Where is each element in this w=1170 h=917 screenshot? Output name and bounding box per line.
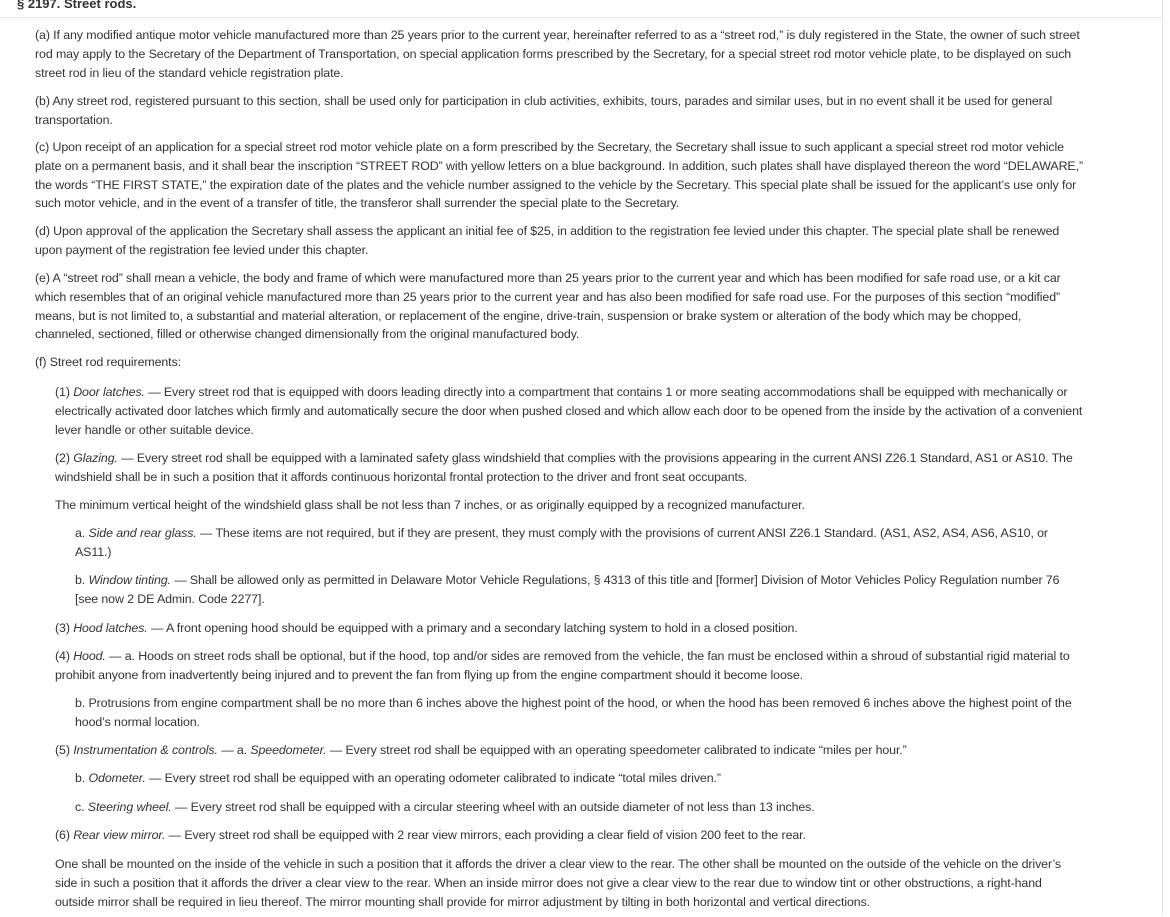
requirement-hood: [55, 647, 1070, 685]
item-number: a.: [75, 526, 89, 540]
paragraph-b: [35, 92, 1052, 130]
requirement-rear-view-mirror: [55, 826, 806, 845]
item-heading: Steering wheel.: [87, 800, 172, 814]
hood-protrusions: [75, 694, 1072, 732]
item-text: — Every street rod that is equipped with doors leading directly into a compartment that contains 1 or more seating accommodations shall be equipped with mechanically or: [144, 385, 1068, 399]
paragraph-line: means, but is not limited to, a substantial and material alteration, or replacement of the engine, drive-train, suspension or brake system or alteration of the body which may be chopped,: [35, 308, 1022, 323]
paragraph-line: (d) Upon approval of the application the Secretary shall assess the applicant an initial fee of $25, in addition to the registration fee levied under this chapter. The special plate shall be renewed: [35, 224, 1060, 238]
paragraph-f: [35, 353, 181, 372]
paragraph-line: side in such a position that it affords the driver a clear view to the rear. When an inside mirror does not give a clear view to the rear due to window tint or other obstructions, a right-hand: [55, 875, 1042, 890]
paragraph-a: [35, 26, 1080, 82]
item-number: (4): [55, 649, 74, 663]
paragraph-line: windshield shall be in such a position that it affords continuous horizontal frontal protection to the driver and front seat occupants.: [55, 469, 748, 484]
paragraph-line: [75, 769, 721, 788]
item-heading: Door latches.: [73, 385, 145, 399]
item-heading: Hood.: [73, 649, 106, 663]
paragraph-e: [35, 269, 1061, 344]
item-subheading: Speedometer.: [250, 743, 327, 757]
paragraph-line: plate on a permanent basis, and it shall bear the inscription “STREET ROD” with yellow letters on a blue background. In addition, such plates shall have displayed thereon the word “DELAWARE,”: [35, 158, 1083, 173]
paragraph-line: lever handle or other suitable device.: [55, 422, 254, 437]
paragraph-line: [55, 449, 1073, 468]
requirement-hood-latches: [55, 619, 798, 638]
item-heading: Odometer.: [88, 771, 146, 785]
glazing-side-rear-glass: [75, 524, 1048, 562]
item-heading: Rear view mirror.: [73, 828, 166, 842]
instrumentation-odometer: [75, 769, 721, 788]
paragraph-line: [75, 571, 1059, 590]
item-text: — Every street rod shall be equipped with a laminated safety glass windshield that complies with the provisions appearing in the current ANSI Z26.1 Standard, AS1 or AS10. The: [117, 451, 1073, 465]
paragraph-line: [55, 647, 1070, 666]
paragraph-line: One shall be mounted on the inside of the vehicle in such a position that it affords the driver a clear view to the rear. The other shall be mounted on the outside of the vehicle on the driver’s: [55, 857, 1061, 871]
paragraph-line: (a) If any modified antique motor vehicle manufactured more than 25 years prior to the current year, hereinafter referred to as a “street rod,” is duly registered in the State, the owner of such street: [35, 28, 1080, 42]
paragraph-c: [35, 138, 1083, 213]
glazing-window-tinting: [75, 571, 1059, 609]
item-number: (3): [55, 621, 74, 635]
instrumentation-steering-wheel: [75, 798, 815, 817]
paragraph-line: such motor vehicle, and in the event of a transfer of title, the transferor shall surrender the special plate to the Secretary.: [35, 196, 680, 211]
item-number: (5): [55, 743, 74, 757]
item-text: — a.: [217, 743, 251, 757]
paragraph-line: upon payment of the registration fee levied under this chapter.: [35, 242, 369, 257]
paragraph-line: electrically activated door latches which firmly and automatically secure the door when pushed closed and which allow each door to be opened from the inside by the activation of a convenient: [55, 403, 1083, 418]
item-heading: Window tinting.: [88, 573, 171, 587]
item-number: b.: [75, 573, 89, 587]
paragraph-line: rod may apply to the Secretary of the Department of Transportation, on special application forms prescribed by the Secretary, for a special street rod motor vehicle plate, to be displayed on such: [35, 46, 1072, 61]
paragraph-line: channeled, sectioned, filled or otherwise changed dimensionally from the original manufactured body.: [35, 327, 580, 342]
item-text: — Every street rod shall be equipped with a circular steering wheel with an outside diameter of not less than 13 inches.: [171, 800, 815, 814]
paragraph-line: (e) A “street rod” shall mean a vehicle, the body and frame of which were manufactured more than 25 years prior to the current year and which has been modified for safe road use, or a kit car: [35, 271, 1061, 285]
paragraph-line: [75, 524, 1048, 543]
paragraph-line: hood’s normal location.: [75, 714, 200, 729]
item-text: — A front opening hood should be equipped with a primary and a secondary latching system to hold in a closed position.: [147, 621, 798, 635]
item-text: — a. Hoods on street rods shall be optional, but if the hood, top and/or sides are removed from the vehicle, the fan must be enclosed within a shroud of substantial rigid material to: [105, 649, 1070, 663]
item-heading: Side and rear glass.: [88, 526, 197, 540]
paragraph-line: (f) Street rod requirements:: [35, 355, 181, 369]
paragraph-line: prohibit anyone from inadvertently being injured and to prevent the fan from flying up from the engine compartment should it become loose.: [55, 667, 803, 682]
item-number: b.: [75, 771, 89, 785]
item-number: c.: [75, 800, 88, 814]
paragraph-line: which resembles that of an original vehicle manufactured more than 25 years prior to the current year and has also been modified for safe road use. For the purposes of this section “modified”: [35, 289, 1061, 304]
item-text: — Shall be allowed only as permitted in Delaware Motor Vehicle Regulations, § 4313 of this title and [former] Division of Motor Vehicles Policy Regulation number 76: [170, 573, 1060, 587]
paragraph-line: The minimum vertical height of the windshield glass shall be not less than 7 inches, or as originally equipped by a recognized manufacturer.: [55, 498, 805, 512]
paragraph-line: the words “THE FIRST STATE,” the expiration date of the plates and the vehicle number assigned to the vehicle by the Secretary. This special plate shall be issued for the applicant’s use only for: [35, 177, 1077, 192]
paragraph-line: [55, 383, 1082, 402]
heading-divider: [0, 17, 1162, 18]
paragraph-line: [see now 2 DE Admin. Code 2277].: [75, 591, 265, 606]
paragraph-line: [75, 798, 815, 817]
requirement-instrumentation: [55, 741, 907, 760]
item-number: (2): [55, 451, 74, 465]
item-heading: Instrumentation & controls.: [73, 743, 218, 757]
paragraph-line: (b) Any street rod, registered pursuant to this section, shall be used only for participation in club activities, exhibits, tours, parades and similar uses, but in no event shall it be used for general: [35, 94, 1053, 108]
item-text: — Every street rod shall be equipped with an operating odometer calibrated to indicate “total miles driven.”: [145, 771, 721, 785]
requirement-door-latches: [55, 383, 1082, 439]
item-text: — Every street rod shall be equipped with 2 rear view mirrors, each providing a clear field of vision 200 feet to the rear.: [165, 828, 806, 842]
paragraph-line: [55, 619, 798, 638]
item-number: (1): [55, 385, 74, 399]
item-heading: Hood latches.: [73, 621, 148, 635]
item-number: (6): [55, 828, 74, 842]
paragraph-line: street rod in lieu of the standard vehicle registration plate.: [35, 65, 344, 80]
requirement-glazing: [55, 449, 1073, 487]
paragraph-line: (c) Upon receipt of an application for a special street rod motor vehicle plate on a form prescribed by the Secretary, the Secretary shall issue to such applicant a special street rod motor vehicle: [35, 140, 1064, 154]
item-text: — These items are not required, but if they are present, they must comply with the provisions of current ANSI Z26.1 Standard. (AS1, AS2, AS4, AS6, AS10, or: [196, 526, 1048, 540]
paragraph-line: b. Protrusions from engine compartment shall be no more than 6 inches above the highest point of the hood, or when the hood has been removed 6 inches above the highest point of the: [75, 696, 1072, 710]
paragraph-d: [35, 222, 1059, 260]
paragraph-line: outside mirror shall be required in lieu thereof. The mirror mounting shall provide for mirror adjustment by tilting in both horizontal and vertical directions.: [55, 894, 871, 909]
paragraph-line: [55, 826, 806, 845]
section-heading: § 2197. Street rods.: [17, 0, 137, 11]
item-text: — Every street rod shall be equipped with an operating speedometer calibrated to indicate “miles per hour.”: [326, 743, 907, 757]
paragraph-line: [55, 741, 907, 760]
paragraph-line: transportation.: [35, 112, 113, 127]
glazing-height-note: [55, 496, 805, 515]
item-heading: Glazing.: [73, 451, 118, 465]
paragraph-line: AS11.): [75, 544, 112, 559]
mirror-mounting-note: [55, 855, 1061, 911]
